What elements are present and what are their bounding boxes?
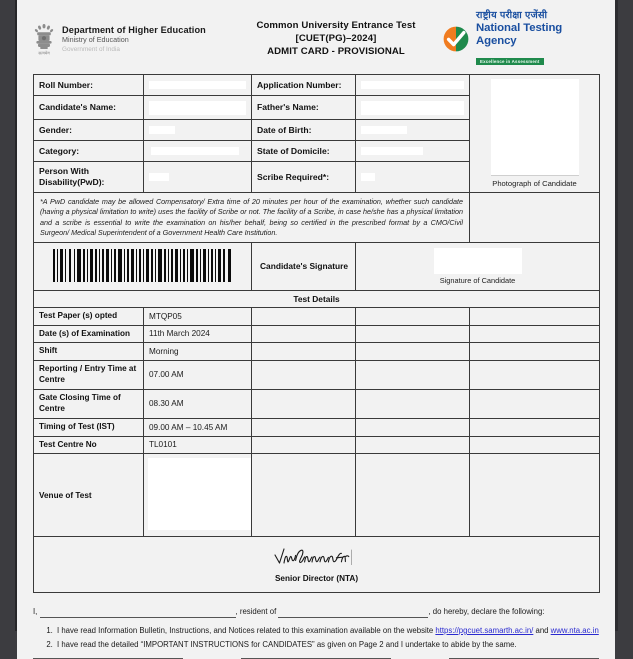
empty-cell <box>470 360 600 389</box>
photo-caption: Photograph of Candidate <box>492 179 577 189</box>
declaration-item-1-mid: and <box>533 625 551 635</box>
signature-blank-1[interactable] <box>33 654 183 659</box>
value-gate-closing-time: 08.30 AM <box>144 389 252 418</box>
redacted-value <box>149 81 246 89</box>
list-item <box>55 625 599 638</box>
empty-cell <box>252 325 356 343</box>
document-header <box>17 0 615 74</box>
declaration-name-blank[interactable] <box>40 609 236 618</box>
redacted-value <box>361 173 375 181</box>
declaration-residence-blank[interactable] <box>278 609 428 618</box>
nta-text-block <box>476 10 603 68</box>
barcode-cell <box>34 242 252 290</box>
value-date-of-examination: 11th March 2024 <box>144 325 252 343</box>
value-application-number[interactable] <box>356 75 470 96</box>
redacted-value <box>149 126 175 134</box>
label-gender: Gender: <box>34 120 144 141</box>
value-gender[interactable] <box>144 120 252 141</box>
candidate-signature-label: Candidate's Signature <box>252 242 356 290</box>
nta-hindi-name: राष्ट्रीय परीक्षा एजेंसी <box>476 10 548 21</box>
label-venue-of-test: Venue of Test <box>34 454 144 537</box>
empty-cell <box>252 418 356 436</box>
admit-card-subtitle: ADMIT CARD - PROVISIONAL <box>267 45 405 57</box>
empty-cell <box>252 343 356 361</box>
test-details-title: Test Details <box>34 290 600 307</box>
declaration-items-list <box>33 625 599 651</box>
value-father-name[interactable] <box>356 95 470 119</box>
redacted-value <box>361 81 464 89</box>
empty-cell <box>470 307 600 325</box>
label-roll-number: Roll Number: <box>34 75 144 96</box>
label-person-with-disability: Person With Disability(PwD): <box>34 162 144 193</box>
admit-card-page-frame <box>15 0 618 649</box>
value-shift: Morning <box>144 343 252 361</box>
candidate-photo-cell <box>470 75 600 193</box>
empty-cell <box>470 343 600 361</box>
declaration-intro-line <box>33 606 599 618</box>
test-details-table <box>33 290 600 593</box>
label-category: Category: <box>34 141 144 162</box>
empty-cell <box>470 389 600 418</box>
value-venue-of-test[interactable] <box>144 454 252 537</box>
table-row <box>34 436 600 454</box>
label-scribe-required: Scribe Required*: <box>252 162 356 193</box>
table-row <box>34 307 600 325</box>
signature-blank-3[interactable] <box>449 654 599 659</box>
empty-cell <box>470 418 600 436</box>
declaration-section <box>33 606 599 651</box>
declaration-item-2-text: I have read the detailed “IMPORTANT INSTRUCTIONS for CANDIDATES” as given on Page 2 and I undertake to abide by the same. <box>57 639 517 649</box>
label-gate-closing-time: Gate Closing Time of Centre <box>34 389 144 418</box>
test-details-header-row <box>34 290 600 307</box>
nta-branding <box>443 10 603 68</box>
value-candidate-name[interactable] <box>144 95 252 119</box>
pgcuet-samarth-link[interactable]: https://pgcuet.samarth.ac.in/ <box>435 625 534 635</box>
label-candidate-name: Candidate's Name: <box>34 95 144 119</box>
declaration-bottom-rules <box>33 654 599 659</box>
exam-title: Common University Entrance Test [CUET(PG)–2024] <box>256 19 416 44</box>
empty-cell <box>356 307 470 325</box>
department-branding <box>33 22 229 56</box>
label-shift: Shift <box>34 343 144 361</box>
empty-cell <box>356 418 470 436</box>
table-row <box>34 418 600 436</box>
authority-signature-cell <box>34 537 600 593</box>
nta-english-name: National Testing Agency <box>476 21 563 48</box>
declaration-i-label: I, <box>33 607 38 617</box>
department-text-block <box>62 25 206 54</box>
label-reporting-entry-time: Reporting / Entry Time at Centre <box>34 360 144 389</box>
label-state-of-domicile: State of Domicile: <box>252 141 356 162</box>
department-name: Department of Higher Education <box>62 24 206 35</box>
nta-checkmark-logo-icon <box>443 26 469 52</box>
redacted-value <box>361 147 423 155</box>
government-name: Government of India <box>62 45 120 53</box>
redacted-value <box>149 101 246 115</box>
label-timing-of-test: Timing of Test (IST) <box>34 418 144 436</box>
table-row <box>34 389 600 418</box>
empty-cell <box>252 360 356 389</box>
signature-blank-2[interactable] <box>241 654 391 659</box>
candidate-details-table <box>33 74 600 291</box>
value-date-of-birth[interactable] <box>356 120 470 141</box>
empty-cell <box>356 325 470 343</box>
redacted-value <box>151 147 239 155</box>
label-date-of-birth: Date of Birth: <box>252 120 356 141</box>
empty-cell <box>356 436 470 454</box>
value-roll-number[interactable] <box>144 75 252 96</box>
nta-website-link[interactable]: www.nta.ac.in <box>550 625 599 635</box>
document-title-block <box>229 20 443 59</box>
signature-caption: Signature of Candidate <box>439 276 516 286</box>
empty-cell <box>470 436 600 454</box>
table-row-barcode-signature <box>34 242 600 290</box>
empty-cell <box>252 454 356 537</box>
pwd-note-text: *A PwD candidate may be allowed Compensatory/ Extra time of 20 minutes per hour of the examination, whether such candidate (having a physical limitation to write) uses the facility of Scribe or not. The facility of a Scribe, in case he/she has a physical limitation and a scribe is essential to write the examination on his/her behalf, being so certified in the prescribed format by a CMO/Civil Surgeon/ Medical Superintendent of a Government Health Care Institution. <box>34 193 470 243</box>
empty-cell <box>470 325 600 343</box>
label-test-centre-no: Test Centre No <box>34 436 144 454</box>
declaration-tail-label: , do hereby, declare the following: <box>428 607 545 617</box>
label-test-paper-opted: Test Paper (s) opted <box>34 307 144 325</box>
ministry-name: Ministry of Education <box>62 35 129 45</box>
empty-cell <box>356 343 470 361</box>
candidate-signature-cell[interactable] <box>356 242 600 290</box>
admit-card-sheet <box>17 0 615 659</box>
handwritten-signature-icon <box>272 546 362 570</box>
table-row <box>34 343 600 361</box>
value-reporting-entry-time: 07.00 AM <box>144 360 252 389</box>
india-state-emblem-icon <box>33 22 55 56</box>
table-row <box>34 360 600 389</box>
signature-placeholder <box>434 248 522 274</box>
value-test-paper-opted: MTQP05 <box>144 307 252 325</box>
svg-text:सत्यमेव: सत्यमेव <box>38 50 50 56</box>
empty-cell <box>252 436 356 454</box>
value-category[interactable] <box>144 141 252 162</box>
value-state-of-domicile[interactable] <box>356 141 470 162</box>
label-date-of-examination: Date (s) of Examination <box>34 325 144 343</box>
nta-tagline: Excellence in Assessment <box>476 58 544 65</box>
table-row-pwd-note <box>34 193 600 243</box>
value-timing-of-test: 09.00 AM – 10.45 AM <box>144 418 252 436</box>
table-row <box>34 325 600 343</box>
pwd-note-spacer-cell <box>470 193 600 243</box>
label-father-name: Father's Name: <box>252 95 356 119</box>
list-item <box>55 639 599 652</box>
empty-cell <box>356 454 470 537</box>
redacted-value <box>361 101 464 115</box>
barcode-icon <box>51 249 234 282</box>
value-person-with-disability[interactable] <box>144 162 252 193</box>
empty-cell <box>470 454 600 537</box>
label-application-number: Application Number: <box>252 75 356 96</box>
empty-cell <box>356 389 470 418</box>
table-row-venue <box>34 454 600 537</box>
candidate-photo-placeholder <box>491 79 579 176</box>
empty-cell <box>356 360 470 389</box>
empty-cell <box>252 389 356 418</box>
redacted-value <box>149 173 169 181</box>
value-scribe-required[interactable] <box>356 162 470 193</box>
redacted-value <box>148 458 260 530</box>
table-row <box>34 75 600 96</box>
table-row-authority-signature <box>34 537 600 593</box>
value-test-centre-no: TL0101 <box>144 436 252 454</box>
empty-cell <box>252 307 356 325</box>
redacted-value <box>361 126 407 134</box>
declaration-item-1-text: I have read Information Bulletin, Instructions, and Notices related to this examination available on the website <box>57 625 436 635</box>
authority-signature-caption: Senior Director (NTA) <box>274 573 359 583</box>
declaration-resident-label: , resident of <box>235 607 277 617</box>
